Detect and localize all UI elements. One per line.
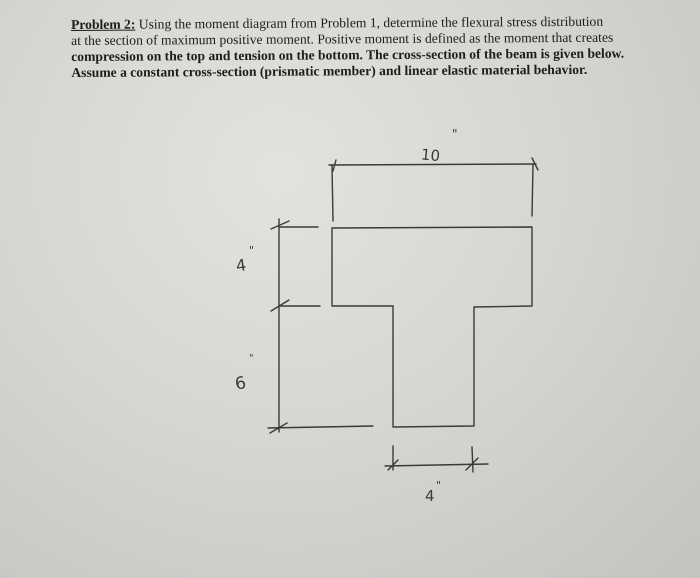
flange-width-extension-left [332, 165, 333, 221]
flange-width-unit: " [452, 127, 458, 141]
problem-line-1: Using the moment diagram from Problem 1, determine the flexural stress distribution [135, 13, 604, 32]
problem-line-2: at the section of maximum positive moment. Positive moment is defined as the moment that creates [71, 29, 614, 48]
problem-line-3: compression on the top and tension on the bottom. The cross-section of the beam is given below. [71, 45, 625, 64]
web-width-unit: " [436, 479, 442, 492]
flange-top-tick [271, 221, 289, 229]
web-height-unit: " [249, 353, 254, 364]
web-bottom-extension [268, 426, 373, 428]
web-height-label: 6 [233, 372, 248, 395]
web-width-label: 4 [425, 487, 435, 505]
problem-line-4: Assume a constant cross-section (prismatic member) and linear elastic material behavior. [71, 61, 588, 80]
flange-width-label: 10 [420, 145, 441, 166]
t-section-outline [332, 227, 532, 427]
flange-width-extension-right [532, 165, 533, 216]
problem-label: Problem 2: [71, 16, 136, 32]
flange-thickness-unit: " [249, 244, 255, 257]
web-width-extension-right [472, 447, 473, 472]
flange-thickness-label: 4 [234, 255, 248, 276]
